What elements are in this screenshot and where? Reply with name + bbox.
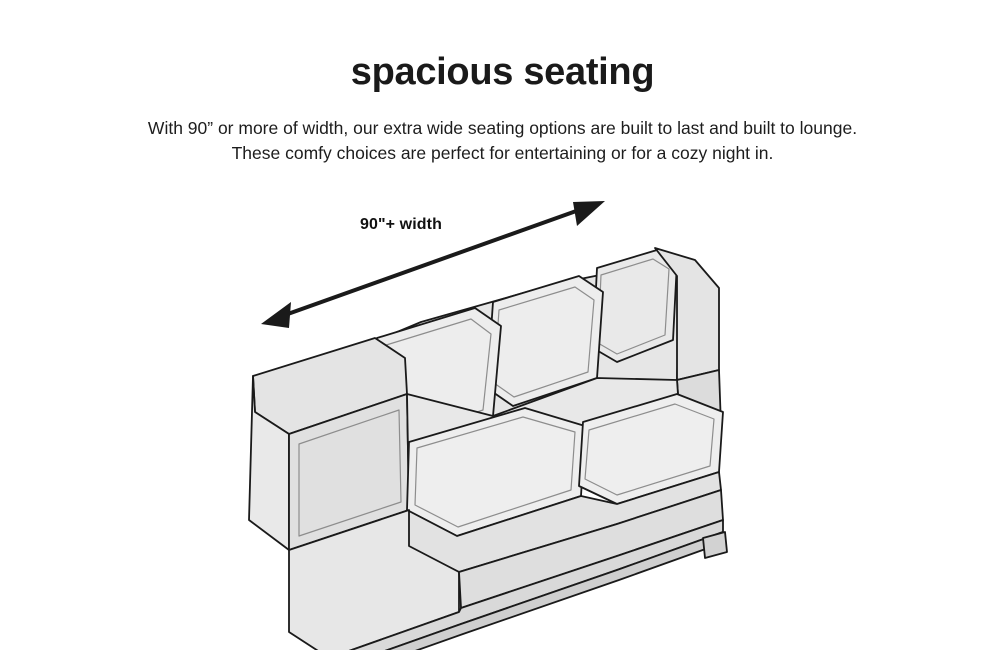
subcopy-line-2: These comfy choices are perfect for entertaining or for a cozy night in. <box>231 143 774 164</box>
page-title: spacious seating <box>350 51 655 93</box>
page-subcopy <box>0 116 1005 167</box>
dimension-label: 90"+ width <box>360 216 442 233</box>
sofa-illustration <box>225 180 785 650</box>
subcopy-line-1: With 90” or more of width, our extra wide seating options are built to last and built to lounge. <box>147 118 858 138</box>
